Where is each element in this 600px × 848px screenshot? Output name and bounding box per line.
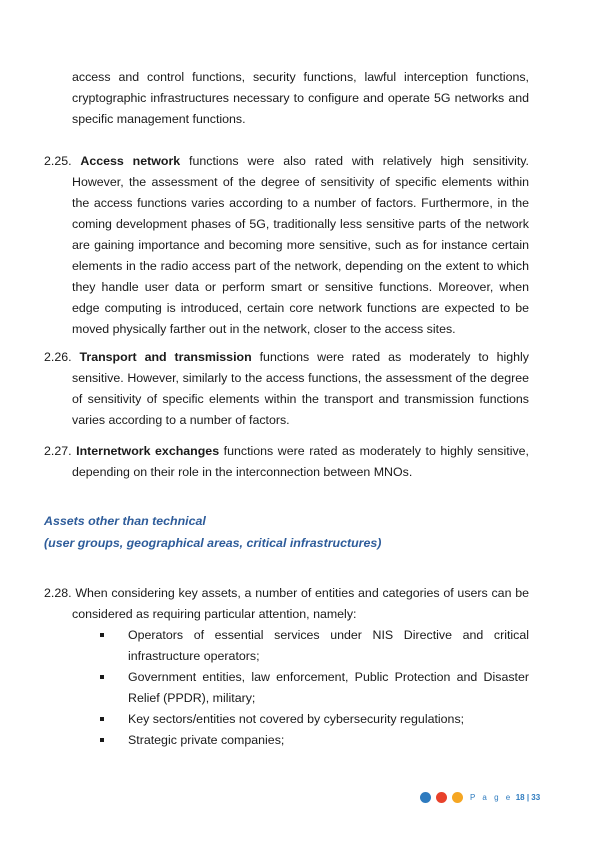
list-item: Government entities, law enforcement, Public Protection and Disaster Relief (PPDR), military; — [100, 667, 529, 709]
bullet-square-icon — [100, 675, 104, 679]
blue-dot-icon — [420, 792, 431, 803]
paragraph-text: functions were rated as moderately to highly sensitive. However, similarly to the access functions, the assessment of the degree of sensitivity of specific elements within the transport and transmission functions varies according to a number of factors. — [72, 350, 529, 427]
intro-paragraph: access and control functions, security functions, lawful interception functions, cryptographic infrastructures necessary to configure and operate 5G networks and specific management functions. — [72, 70, 529, 126]
paragraph-number: 2.26. — [44, 350, 72, 364]
list-item: Strategic private companies; — [100, 730, 529, 751]
bullet-square-icon — [100, 738, 104, 742]
section-heading-line-2: (user groups, geographical areas, critical infrastructures) — [44, 536, 382, 550]
paragraph-text: functions were also rated with relatively high sensitivity. However, the assessment of the degree of sensitivity of specific elements within the access functions varies according to a number of factors. Furthermore, in the coming development phases of 5G, traditionally less sensitive parts of the network are gaining importance and becoming more sensitive, such as for instance certain elements in the radio access part of the network, depending on the extent to which they handle user data or perform smart or sensitive functions. Moreover, when edge computing is introduced, certain core network functions are expected to be moved physically farther out in the network, closer to the access sites. — [72, 154, 529, 336]
page-label: P a g e — [470, 792, 513, 802]
bold-term: Access network — [80, 154, 181, 168]
paragraph-text: functions were rated as moderately to highly sensitive, depending on their role in the interconnection between MNOs. — [72, 444, 529, 479]
bold-term: Internetwork exchanges — [76, 444, 220, 458]
page-footer — [420, 791, 540, 803]
bullet-square-icon — [100, 717, 104, 721]
paragraph-number: 2.28. — [44, 586, 72, 600]
paragraph-number: 2.27. — [44, 444, 72, 458]
list-item: Key sectors/entities not covered by cybersecurity regulations; — [100, 709, 529, 730]
section-heading-line-1: Assets other than technical — [44, 514, 206, 528]
yellow-dot-icon — [452, 792, 463, 803]
paragraph-2-25 — [44, 151, 529, 340]
red-dot-icon — [436, 792, 447, 803]
page-number: 18 | 33 — [515, 792, 541, 802]
bold-term: Transport and transmission — [79, 350, 252, 364]
bullet-square-icon — [100, 633, 104, 637]
paragraph-2-26 — [44, 347, 529, 431]
paragraph-number: 2.25. — [44, 154, 72, 168]
asset-bullet-list — [100, 625, 529, 751]
list-item: Operators of essential services under NIS Directive and critical infrastructure operators; — [100, 625, 529, 667]
paragraph-2-28 — [44, 583, 529, 625]
paragraph-text: When considering key assets, a number of entities and categories of users can be considered as requiring particular attention, namely: — [72, 586, 529, 621]
paragraph-2-27 — [44, 441, 529, 483]
